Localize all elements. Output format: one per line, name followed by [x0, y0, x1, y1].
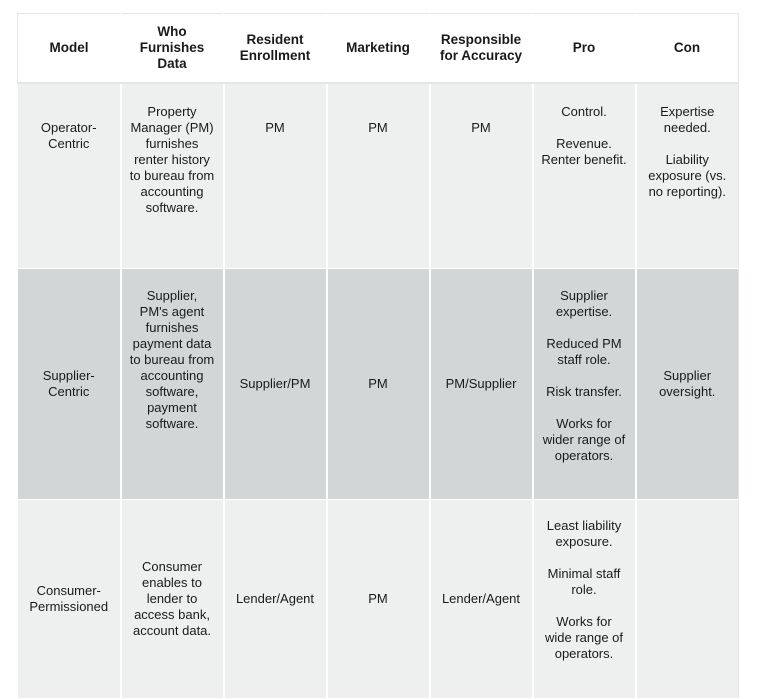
cell-marketing: PM	[327, 269, 430, 500]
cell-model: Consumer- Permissioned	[18, 500, 121, 699]
cell-enrollment: Supplier/PM	[224, 269, 327, 500]
header-who-furnishes-data: Who Furnishes Data	[121, 14, 224, 84]
cell-marketing: PM	[327, 83, 430, 269]
table-row-supplier-centric	[18, 269, 739, 500]
cell-who-furnishes: Consumer enables to lender to access bank, account data.	[121, 500, 224, 699]
cell-model: Operator- Centric	[18, 83, 121, 269]
header-pro: Pro	[533, 14, 636, 84]
cell-accuracy: PM/Supplier	[430, 269, 533, 500]
cell-pro: Control. Revenue. Renter benefit.	[533, 83, 636, 269]
cell-who-furnishes: Supplier, PM's agent furnishes payment data to bureau from accounting software, payment software.	[121, 269, 224, 500]
cell-who-furnishes: Property Manager (PM) furnishes renter history to bureau from accounting software.	[121, 83, 224, 269]
cell-con: Supplier oversight.	[636, 269, 739, 500]
header-model: Model	[18, 14, 121, 84]
models-comparison-table	[17, 13, 739, 699]
cell-accuracy: Lender/Agent	[430, 500, 533, 699]
cell-pro: Supplier expertise. Reduced PM staff role. Risk transfer. Works for wider range of operators.	[533, 269, 636, 500]
cell-pro: Least liability exposure. Minimal staff role. Works for wide range of operators.	[533, 500, 636, 699]
header-resident-enrollment: Resident Enrollment	[224, 14, 327, 84]
header-responsible-for-accuracy: Responsible for Accuracy	[430, 14, 533, 84]
table-row-operator-centric	[18, 83, 739, 269]
table-row-consumer-permissioned	[18, 500, 739, 699]
cell-enrollment: Lender/Agent	[224, 500, 327, 699]
header-marketing: Marketing	[327, 14, 430, 84]
cell-accuracy: PM	[430, 83, 533, 269]
cell-con: Expertise needed. Liability exposure (vs. no reporting).	[636, 83, 739, 269]
cell-con	[636, 500, 739, 699]
comparison-table-container	[17, 13, 738, 699]
header-row	[18, 14, 739, 84]
cell-model: Supplier- Centric	[18, 269, 121, 500]
cell-enrollment: PM	[224, 83, 327, 269]
cell-marketing: PM	[327, 500, 430, 699]
header-con: Con	[636, 14, 739, 84]
